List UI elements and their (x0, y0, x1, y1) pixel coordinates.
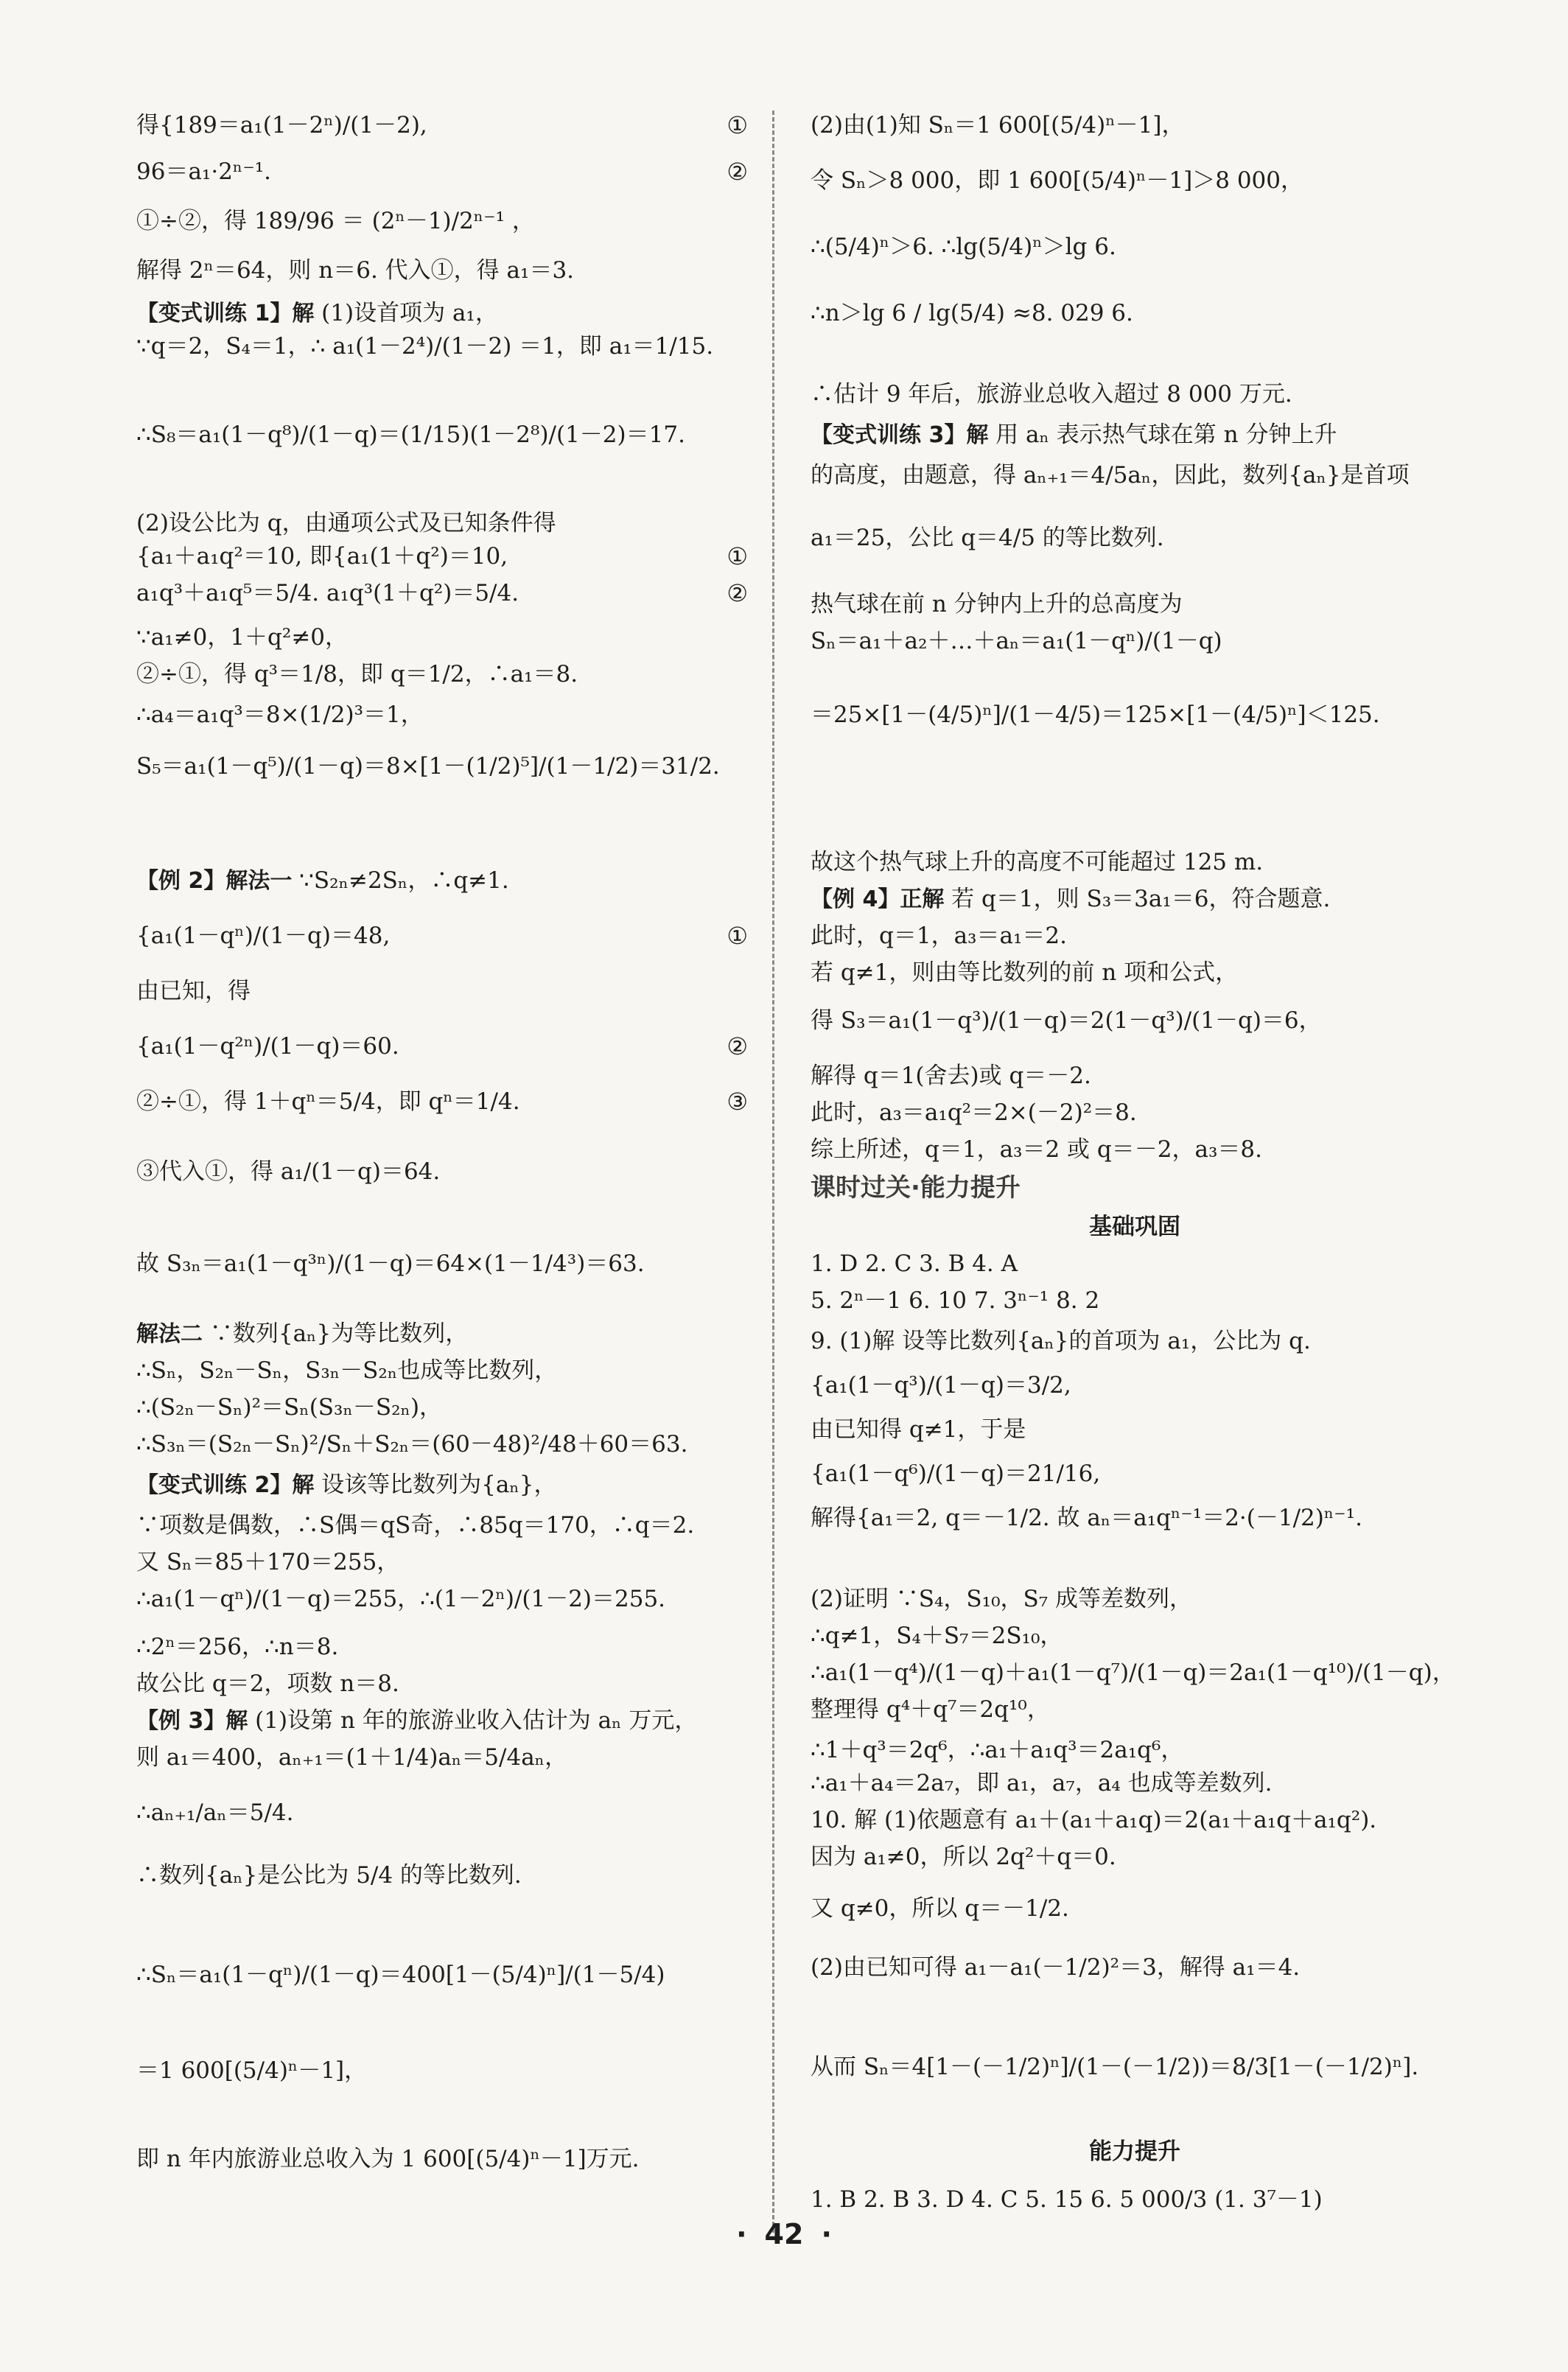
line-text: a₁＝25，公比 q＝4/5 的等比数列. (811, 525, 1164, 551)
line-text: 解得{a₁＝2, q＝－1/2. 故 aₙ＝a₁qⁿ⁻¹＝2·(－1/2)ⁿ⁻¹. (811, 1505, 1362, 1531)
text-line (811, 589, 1183, 619)
line-text: 即 n 年内旅游业总收入为 1 600[(5/4)ⁿ－1]万元. (136, 2146, 640, 2172)
text-line (811, 1061, 1091, 1091)
line-text: 解得 q＝1(舍去)或 q＝－2. (811, 1063, 1091, 1089)
text-line (811, 1584, 1192, 1614)
line-text: 1. B 2. B 3. D 4. C 5. 15 6. 5 000/3 (1. 3⁷－1) (811, 2186, 1323, 2213)
line-text: ∴Sₙ，S₂ₙ－Sₙ，S₃ₙ－S₂ₙ也成等比数列， (136, 1357, 558, 1384)
text-line (136, 1547, 399, 1577)
column-divider (772, 111, 774, 2233)
text-line (811, 298, 1133, 328)
line-text: ∴(S₂ₙ－Sₙ)²＝Sₙ(S₃ₙ－S₂ₙ)， (136, 1394, 443, 1421)
equation-marker: ③ (727, 1088, 748, 1116)
line-text: ∴数列{aₙ}是公比为 5/4 的等比数列. (136, 1862, 522, 1889)
line-text: 的高度，由题意，得 aₙ₊₁＝4/5aₙ，因此，数列{aₙ}是首项 (811, 462, 1410, 489)
line-text: ③代入①，得 a₁/(1－q)＝64. (136, 1158, 441, 1185)
line-text: 5. 2ⁿ－1 6. 10 7. 3ⁿ⁻¹ 8. 2 (811, 1287, 1100, 1314)
line-text: 得 S₃＝a₁(1－q³)/(1－q)＝2(1－q³)/(1－q)＝6， (811, 1007, 1322, 1034)
solution-tag: 解法二 (136, 1321, 203, 1347)
line-text: ＝1 600[(5/4)ⁿ－1]， (136, 2057, 368, 2084)
text-line (811, 1735, 1183, 1765)
line-text: ∴a₄＝a₁q³＝8×(1/2)³＝1， (136, 702, 424, 728)
line-text: ②÷①，得 q³＝1/8，即 q＝1/2，∴a₁＝8. (136, 661, 578, 688)
line-text: ＝25×[1－(4/5)ⁿ]/(1－4/5)＝125×[1－(4/5)ⁿ]＜125. (811, 702, 1380, 728)
line-text: ∴aₙ₊₁/aₙ＝5/4. (136, 1799, 294, 1826)
line-text: 故这个热气球上升的高度不可能超过 125 m. (811, 849, 1264, 875)
text-line (136, 1861, 522, 1890)
text-line (136, 866, 509, 896)
line-text: 综上所述，q＝1，a₃＝2 或 q＝－2，a₃＝8. (811, 1136, 1262, 1163)
line-text: ∴q≠1，S₄＋S₇＝2S₁₀， (811, 1623, 1063, 1649)
text-line (136, 298, 498, 329)
section-heading: 课时过关·能力提升 (811, 1173, 1021, 1203)
text-line (811, 1805, 1376, 1835)
text-line (811, 232, 1116, 262)
text-line (136, 1470, 557, 1500)
text-line (136, 1157, 440, 1186)
line-text: (1)设首项为 a₁， (314, 300, 498, 326)
text-line (811, 1459, 1100, 1488)
text-line (136, 111, 427, 140)
text-line (811, 1658, 1455, 1687)
text-line (811, 1371, 1071, 1400)
line-text: (2)由(1)知 Sₙ＝1 600[(5/4)ⁿ－1]， (811, 112, 1185, 139)
line-text: (2)设公比为 q，由通项公式及已知条件得 (136, 510, 556, 536)
line-text: 又 q≠0，所以 q＝－1/2. (811, 1895, 1069, 1922)
text-line (811, 420, 1337, 450)
text-line (136, 1319, 468, 1349)
line-text: ∴a₁＋a₄＝2a₇，即 a₁，a₇，a₄ 也成等差数列. (811, 1770, 1273, 1797)
text-line (811, 1695, 1050, 1724)
equation-marker: ① (727, 922, 748, 950)
text-line (136, 1393, 442, 1422)
line-text: ∵a₁≠0，1＋q²≠0， (136, 624, 349, 651)
text-line (136, 332, 713, 361)
line-text: 从而 Sₙ＝4[1－(－1/2)ⁿ]/(1－(－1/2))＝8/3[1－(－1/2)ⁿ]. (811, 2054, 1419, 2080)
footer-dot: · (736, 2218, 747, 2250)
line-text: ∵项数是偶数，∴S偶＝qS奇，∴85q＝170，∴q＝2. (136, 1512, 695, 1539)
page-number: 42 (764, 2218, 804, 2250)
line-text: 此时，a₃＝a₁q²＝2×(－2)²＝8. (811, 1099, 1137, 1126)
page-footer (0, 2218, 1568, 2250)
line-text: {a₁(1－q²ⁿ)/(1－q)＝60. (136, 1033, 399, 1060)
text-line (136, 623, 348, 652)
text-line (811, 461, 1410, 490)
line-text: ②÷①，得 1＋qⁿ＝5/4，即 qⁿ＝1/4. (136, 1088, 520, 1115)
text-line (811, 700, 1380, 730)
line-text: 得{189＝a₁(1－2ⁿ)/(1－2), (136, 112, 427, 139)
footer-dot: · (821, 2218, 832, 2250)
text-line (136, 508, 556, 538)
solution-tag: 【例 4】正解 (811, 886, 945, 912)
equation-marker: ① (727, 542, 748, 570)
line-text: ∵S₂ₙ≠2Sₙ，∴q≠1. (292, 867, 509, 894)
text-line (811, 1768, 1272, 1798)
text-line (136, 1632, 338, 1662)
equation-marker: ① (727, 111, 748, 139)
solution-tag: 【变式训练 3】解 (811, 422, 989, 448)
line-text: ∴1＋q³＝2q⁶，∴a₁＋a₁q³＝2a₁q⁶， (811, 1737, 1184, 1763)
text-line (136, 1584, 665, 1614)
text-line (811, 1415, 1026, 1444)
line-text: 1. D 2. C 3. B 4. A (811, 1250, 1018, 1277)
line-text: ∵q＝2，S₄＝1，∴ a₁(1－2⁴)/(1－2) ＝1，即 a₁＝1/15. (136, 333, 714, 360)
line-text: ∴Sₙ＝a₁(1－qⁿ)/(1－q)＝400[1－(5/4)ⁿ]/(1－5/4) (136, 1962, 665, 1988)
text-line (811, 523, 1164, 553)
line-text: ∴n＞lg 6 / lg(5/4) ≈8. 029 6. (811, 300, 1133, 326)
text-line (136, 206, 535, 236)
line-text: 若 q＝1，则 S₃＝3a₁＝6，符合题意. (944, 886, 1331, 912)
text-line (811, 626, 1222, 656)
text-line (136, 1798, 294, 1827)
line-text: 设该等比数列为{aₙ}， (314, 1472, 557, 1498)
text-line (136, 1511, 694, 1540)
line-text: (1)设第 n 年的旅游业收入估计为 aₙ 万元， (248, 1707, 698, 1734)
text-line (811, 2185, 1323, 2214)
text-line (136, 700, 424, 730)
line-text: 10. 解 (1)依题意有 a₁＋(a₁＋a₁q)＝2(a₁＋a₁q＋a₁q²). (811, 1807, 1377, 1833)
text-line (811, 1135, 1262, 1164)
solution-tag: 【例 3】解 (136, 1708, 248, 1734)
line-text: 用 aₙ 表示热气球在第 n 分钟上升 (988, 421, 1337, 448)
line-text: 因为 a₁≠0，所以 2q²＋q＝0. (811, 1844, 1116, 1870)
text-line (811, 379, 1292, 409)
line-text: 热气球在前 n 分钟内上升的总高度为 (811, 591, 1183, 618)
text-line (811, 1286, 1099, 1315)
text-line (136, 1356, 557, 1385)
line-text: {a₁(1－q³)/(1－q)＝3/2, (811, 1372, 1071, 1399)
line-text: ∴(5/4)ⁿ＞6. ∴lg(5/4)ⁿ＞lg 6. (811, 234, 1116, 260)
text-line (136, 752, 720, 781)
line-text: S₅＝a₁(1－q⁵)/(1－q)＝8×[1－(1/2)⁵]/(1－1/2)＝31/2. (136, 753, 720, 780)
text-line (136, 1430, 687, 1459)
line-text: a₁q³＋a₁q⁵＝5/4. a₁q³(1＋q²)＝5/4. (136, 580, 519, 606)
line-text: Sₙ＝a₁＋a₂＋…＋aₙ＝a₁(1－qⁿ)/(1－q) (811, 628, 1222, 654)
line-text: {a₁(1－q⁶)/(1－q)＝21/16, (811, 1460, 1101, 1487)
line-text: 由已知，得 (136, 978, 251, 1004)
text-line (136, 1249, 645, 1278)
text-line (811, 1953, 1300, 1982)
line-text: 则 a₁＝400，aₙ₊₁＝(1＋1/4)aₙ＝5/4aₙ， (136, 1744, 568, 1771)
text-line (811, 166, 1303, 195)
text-line (811, 1098, 1137, 1127)
text-line (136, 1032, 399, 1061)
text-line (136, 1087, 520, 1116)
line-text: {a₁(1－qⁿ)/(1－q)＝48, (136, 923, 391, 949)
line-text: 又 Sₙ＝85＋170＝255， (136, 1549, 400, 1575)
text-line (136, 2056, 367, 2085)
line-text: 此时，q＝1，a₃＝a₁＝2. (811, 923, 1067, 949)
line-text: 9. (1)解 设等比数列{aₙ}的首项为 a₁，公比为 q. (811, 1328, 1311, 1354)
text-line (136, 420, 685, 449)
line-text: ∴a₁(1－q⁴)/(1－q)＋a₁(1－q⁷)/(1－q)＝2a₁(1－q¹⁰)/(1－q)， (811, 1659, 1455, 1686)
solution-tag: 【变式训练 2】解 (136, 1472, 315, 1498)
line-text: (2)由已知可得 a₁－a₁(－1/2)²＝3，解得 a₁＝4. (811, 1954, 1301, 1981)
equation-marker: ② (727, 158, 748, 186)
text-line (136, 578, 519, 608)
text-line (136, 921, 390, 951)
text-line (811, 958, 1238, 987)
text-line (811, 1894, 1069, 1923)
text-line (811, 2052, 1418, 2082)
subsection-heading: 能力提升 (1089, 2138, 1180, 2165)
line-text: 由已知得 q≠1，于是 (811, 1416, 1026, 1443)
line-text: 令 Sₙ＞8 000，即 1 600[(5/4)ⁿ－1]＞8 000， (811, 167, 1303, 194)
line-text: 若 q≠1，则由等比数列的前 n 项和公式， (811, 959, 1239, 986)
text-line (811, 1249, 1018, 1278)
text-line (136, 1669, 399, 1698)
text-line (811, 1842, 1116, 1872)
line-text: ∴估计 9 年后，旅游业总收入超过 8 000 万元. (811, 381, 1292, 407)
line-text: 解得 2ⁿ＝64，则 n＝6. 代入①，得 a₁＝3. (136, 257, 575, 284)
line-text: 故公比 q＝2，项数 n＝8. (136, 1670, 399, 1697)
text-line (811, 1006, 1322, 1035)
equation-marker: ② (727, 579, 748, 607)
text-line (811, 884, 1330, 914)
line-text: ∴S₃ₙ＝(S₂ₙ－Sₙ)²/Sₙ＋S₂ₙ＝(60－48)²/48＋60＝63. (136, 1431, 688, 1458)
line-text: ①÷②，得 189/96 ＝ (2ⁿ－1)/2ⁿ⁻¹ ， (136, 208, 535, 234)
line-text: ∴S₈＝a₁(1－q⁸)/(1－q)＝(1/15)(1－2⁸)/(1－2)＝17. (136, 421, 685, 448)
text-line (136, 157, 271, 186)
line-text: (2)证明 ∵S₄，S₁₀，S₇ 成等差数列， (811, 1586, 1193, 1612)
line-text: 96＝a₁·2ⁿ⁻¹. (136, 158, 271, 185)
text-line (811, 111, 1184, 140)
text-line (136, 2144, 640, 2174)
solution-tag: 【例 2】解法一 (136, 868, 293, 894)
line-text: ∵数列{aₙ}为等比数列， (203, 1320, 469, 1347)
text-line (136, 660, 578, 689)
text-line (811, 1503, 1362, 1533)
text-line (136, 1960, 665, 1990)
line-text: ∴2ⁿ＝256，∴n＝8. (136, 1634, 339, 1660)
text-line (811, 1621, 1063, 1651)
equation-marker: ② (727, 1032, 748, 1060)
text-line (136, 976, 251, 1006)
line-text: 故 S₃ₙ＝a₁(1－q³ⁿ)/(1－q)＝64×(1－1/4³)＝63. (136, 1250, 645, 1277)
text-line (811, 921, 1067, 951)
text-line (811, 847, 1263, 877)
solution-tag: 【变式训练 1】解 (136, 301, 315, 326)
text-line (136, 256, 574, 285)
subsection-heading: 基础巩固 (1089, 1214, 1180, 1240)
text-line (136, 1743, 567, 1772)
line-text: 整理得 q⁴＋q⁷＝2q¹⁰， (811, 1696, 1050, 1723)
text-line (136, 542, 508, 571)
text-line (136, 1706, 697, 1736)
text-line (811, 1326, 1311, 1356)
line-text: ∴a₁(1－qⁿ)/(1－q)＝255，∴(1－2ⁿ)/(1－2)＝255. (136, 1586, 666, 1612)
line-text: {a₁＋a₁q²＝10, 即{a₁(1＋q²)＝10, (136, 543, 508, 570)
